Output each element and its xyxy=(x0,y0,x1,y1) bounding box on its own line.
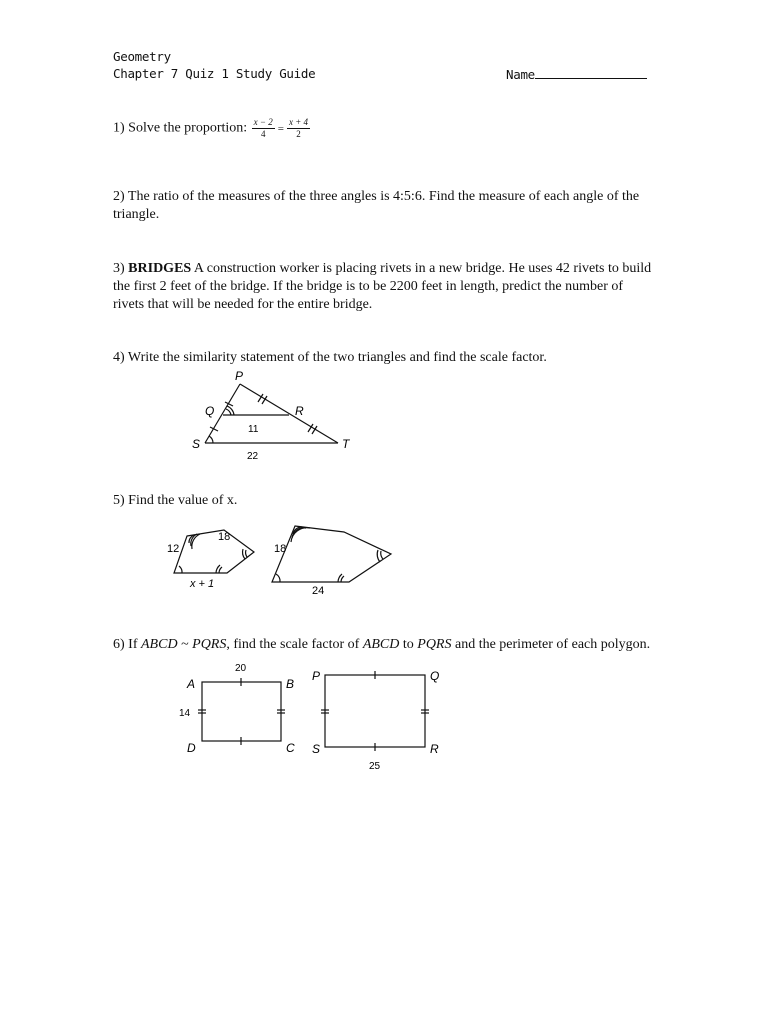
right-quadrilateral xyxy=(272,526,391,582)
label-q: Q xyxy=(205,404,215,418)
label-s-rect: S xyxy=(312,742,321,756)
right-fraction: $\frac{x + 4}{2}$ xyxy=(288,117,309,139)
bridges-keyword: BRIDGES xyxy=(128,261,192,276)
label-qr-length: 11 xyxy=(248,424,259,435)
question-2: 2) The ratio of the measures of the three angles is 4:5:6. Find the measure of each angle of the triangle. xyxy=(113,189,640,222)
label-q-rect: Q xyxy=(430,669,440,683)
label-p-rect: P xyxy=(312,669,321,683)
name-label: Name xyxy=(506,67,535,82)
question-1-text: 1) Solve the proportion: xyxy=(113,120,251,136)
name-line xyxy=(535,66,647,79)
label-right-side: 18 xyxy=(274,543,287,555)
similar-rectangles-figure xyxy=(172,660,452,775)
label-r-rect: R xyxy=(430,742,439,756)
left-fraction: $\frac{x - 2}{4}$ xyxy=(253,117,273,139)
rectangle-pqrs xyxy=(325,675,425,747)
label-st-length: 22 xyxy=(247,451,259,462)
label-c: C xyxy=(286,741,295,755)
question-6: 6) If ABCD ~ PQRS, find the scale factor of ABCD to PQRS and the perimeter of each polygon. xyxy=(113,637,651,652)
question-3: 3) BRIDGES A construction worker is placing rivets in a new bridge. He uses 42 rivets to build the first 2 feet of the bridge. If the bridge is to be 2200 feet in length, predict the number of rivets that will be needed for the entire bridge. xyxy=(113,261,652,312)
equals-sign: = xyxy=(277,122,284,135)
angle-q-arc xyxy=(226,409,231,415)
question-4: 4) Write the similarity statement of the two triangles and find the scale factor. xyxy=(113,350,547,365)
label-p: P xyxy=(235,369,244,383)
label-r: R xyxy=(295,404,304,418)
page-title: Chapter 7 Quiz 1 Study Guide xyxy=(113,66,316,81)
label-left-length: 14 xyxy=(179,708,191,719)
label-bottom-length: 25 xyxy=(369,761,381,772)
question-5: 5) Find the value of x. xyxy=(113,493,238,508)
name-field xyxy=(506,66,647,82)
label-t: T xyxy=(342,437,350,451)
label-left-bottom: x + 1 xyxy=(190,578,215,590)
rectangle-abcd xyxy=(202,682,281,741)
label-b: B xyxy=(286,677,295,691)
label-top-length: 20 xyxy=(235,663,247,674)
label-a: A xyxy=(187,677,196,691)
label-left-top: 18 xyxy=(218,531,231,543)
angle-s-arc xyxy=(209,436,213,443)
label-right-bottom: 24 xyxy=(312,585,325,597)
label-left-side: 12 xyxy=(167,543,180,555)
label-d: D xyxy=(187,741,196,755)
similar-quadrilaterals-figure xyxy=(162,518,402,600)
label-s: S xyxy=(192,437,201,451)
subject-title: Geometry xyxy=(113,49,171,64)
similar-triangles-figure xyxy=(185,366,360,466)
question-1 xyxy=(113,117,653,140)
